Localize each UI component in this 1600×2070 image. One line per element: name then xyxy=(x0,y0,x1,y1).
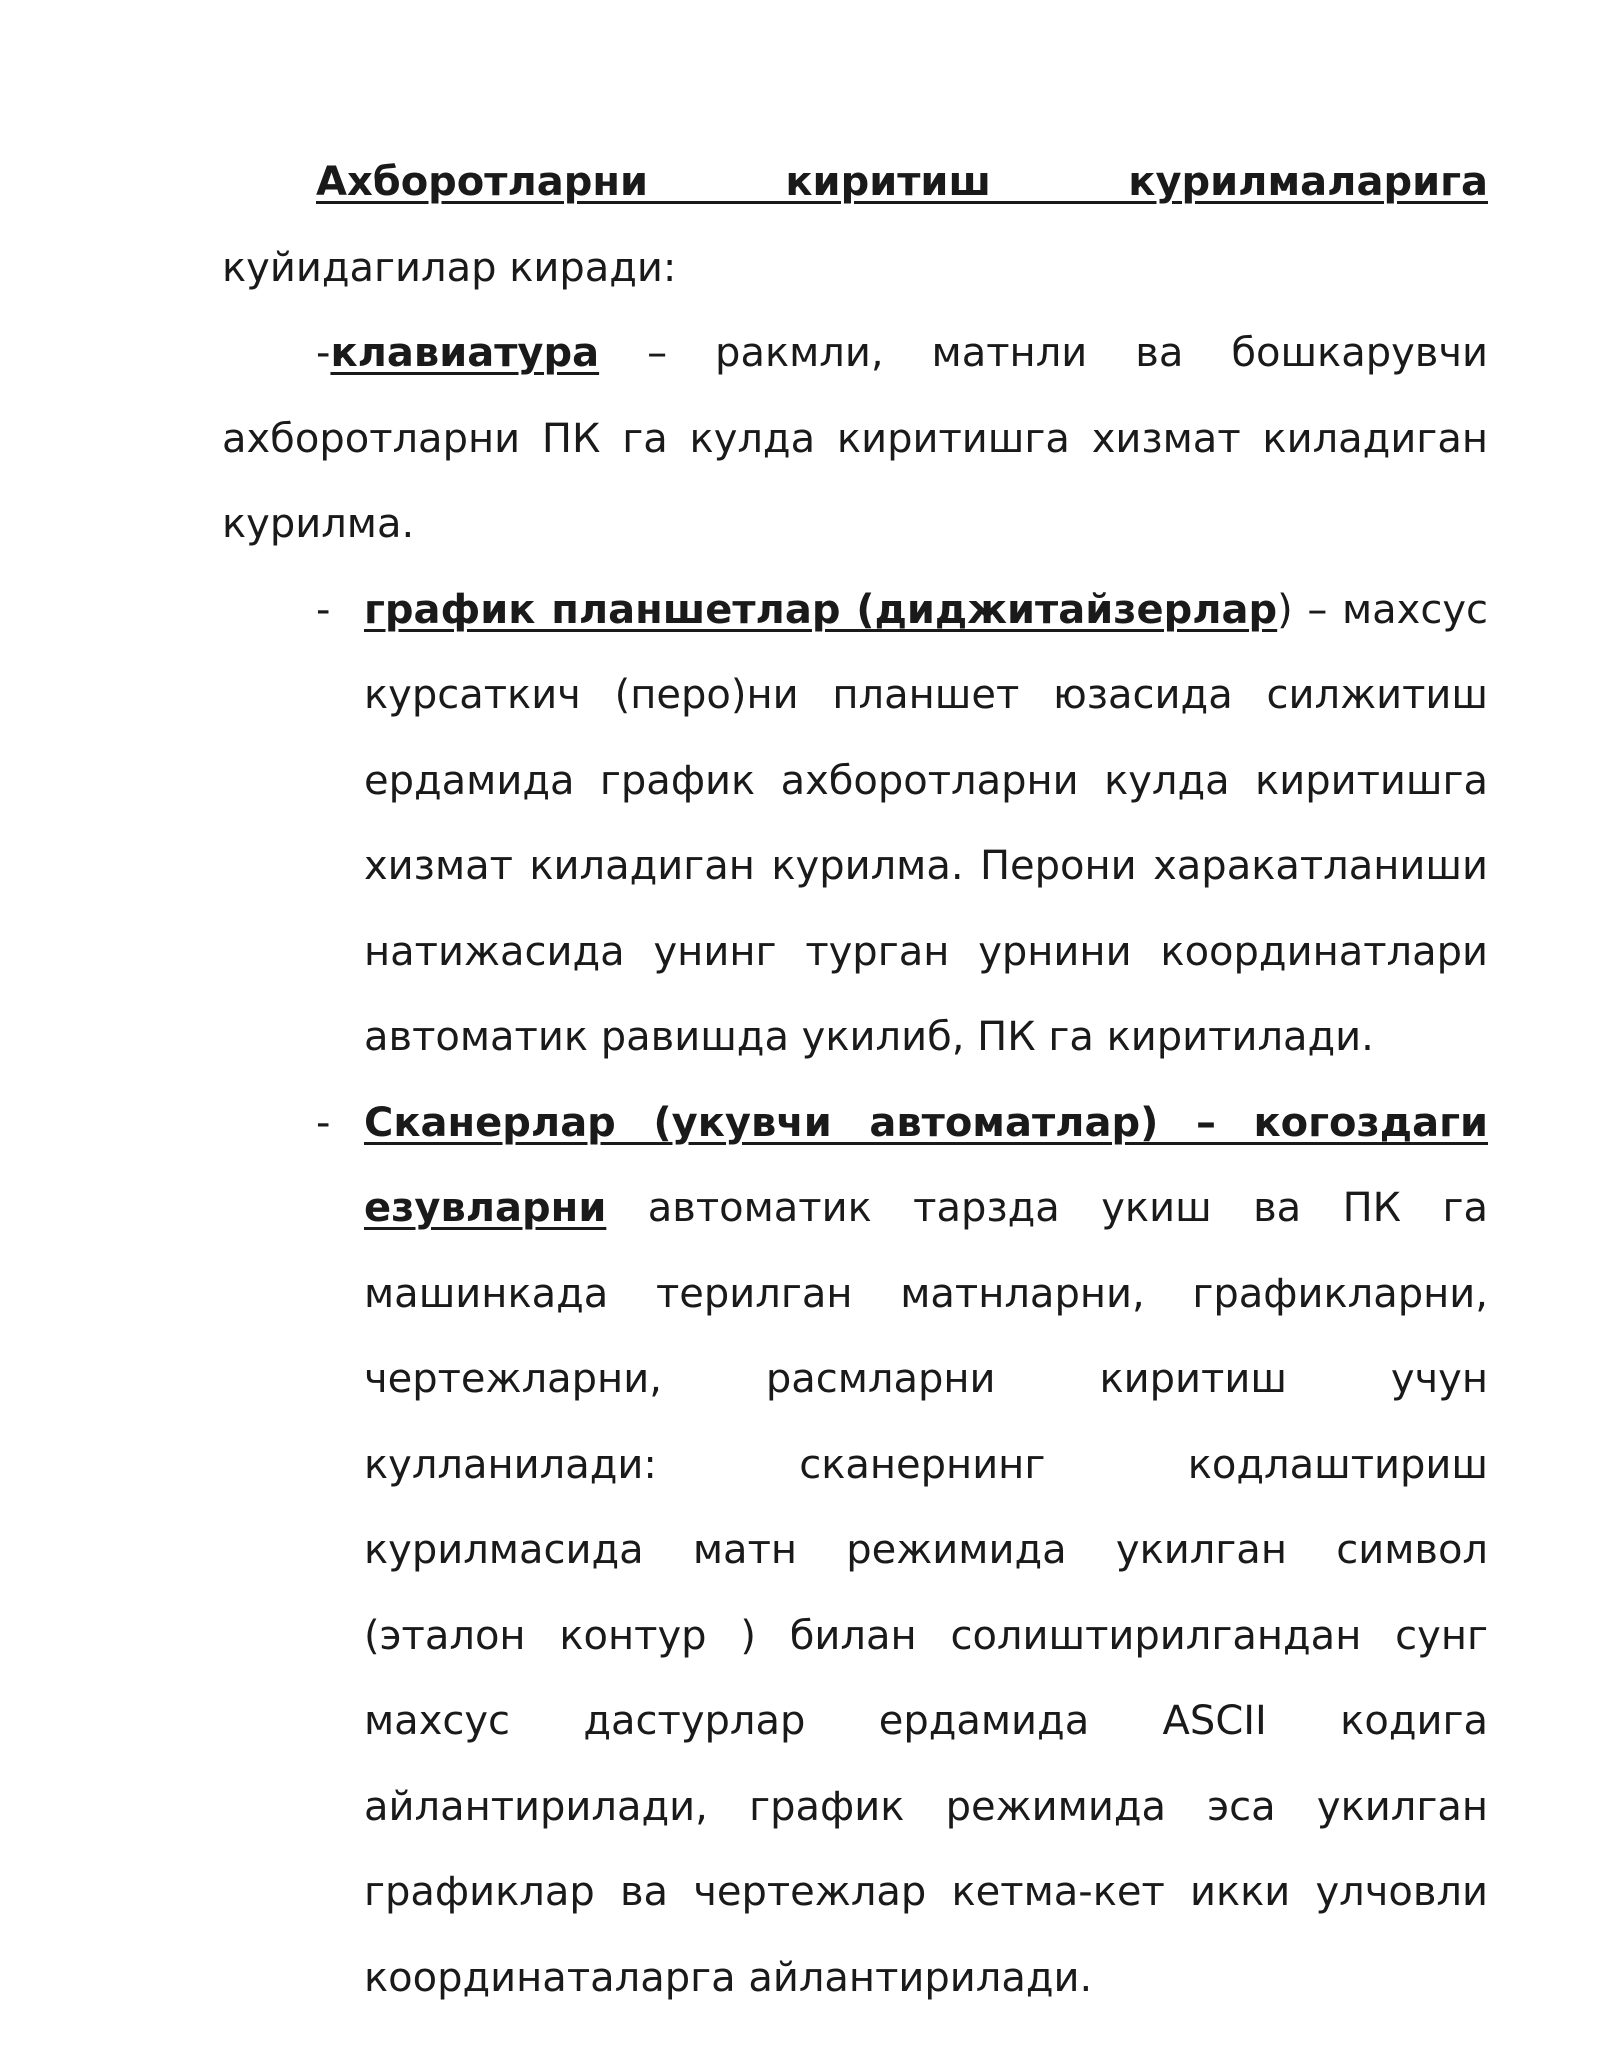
list-item-digitizer xyxy=(222,568,1488,1081)
scanner-term: Сканерлар (укувчи автоматлар) – когоздаги езувларни xyxy=(364,1099,1488,1231)
intro-heading: Ахборотларни киритиш курилмаларига xyxy=(316,159,1488,205)
intro-paragraph xyxy=(222,140,1488,311)
keyboard-paragraph xyxy=(222,311,1488,568)
keyboard-text: – ракмли, матнли ва бошкарувчи ахборотларни ПК га кулда киритишга хизмат киладиган курилма. xyxy=(222,330,1488,547)
keyboard-prefix: - xyxy=(316,330,331,376)
scanner-text: автоматик тарзда укиш ва ПК га машинкада терилган матнларни, графикларни, чертежларни, расмларни киритиш учун кулланилади: сканернинг кодлаштириш курилмасида матн режимида укилган символ (эталон контур ) билан солиштирилгандан сунг махсус дастурлар ердамида ASCII кодига айлантирилади, график режимида эса укилган графиклар ва чертежлар кетма-кет икки улчовли координаталарга айлантирилади. xyxy=(364,1185,1488,2001)
digitizer-term: график планшетлар (диджитайзерлар xyxy=(364,586,1278,633)
list-item-dash: - xyxy=(316,586,331,633)
digitizer-text: ) – махсус курсаткич (перо)ни планшет юзасида силжитиш ердамида график ахборотларни кулда киритишга хизмат киладиган курилма. Перони харакатланиши натижасида унинг турган урнини координатлари автоматик равишда укилиб, ПК га киритилади. xyxy=(364,586,1488,1060)
keyboard-term: клавиатура xyxy=(330,330,600,376)
intro-text: куйидагилар киради: xyxy=(222,244,677,291)
list-item-scanner xyxy=(222,1081,1488,2022)
document-page xyxy=(222,140,1488,2021)
list-item-dash: - xyxy=(316,1099,331,1146)
